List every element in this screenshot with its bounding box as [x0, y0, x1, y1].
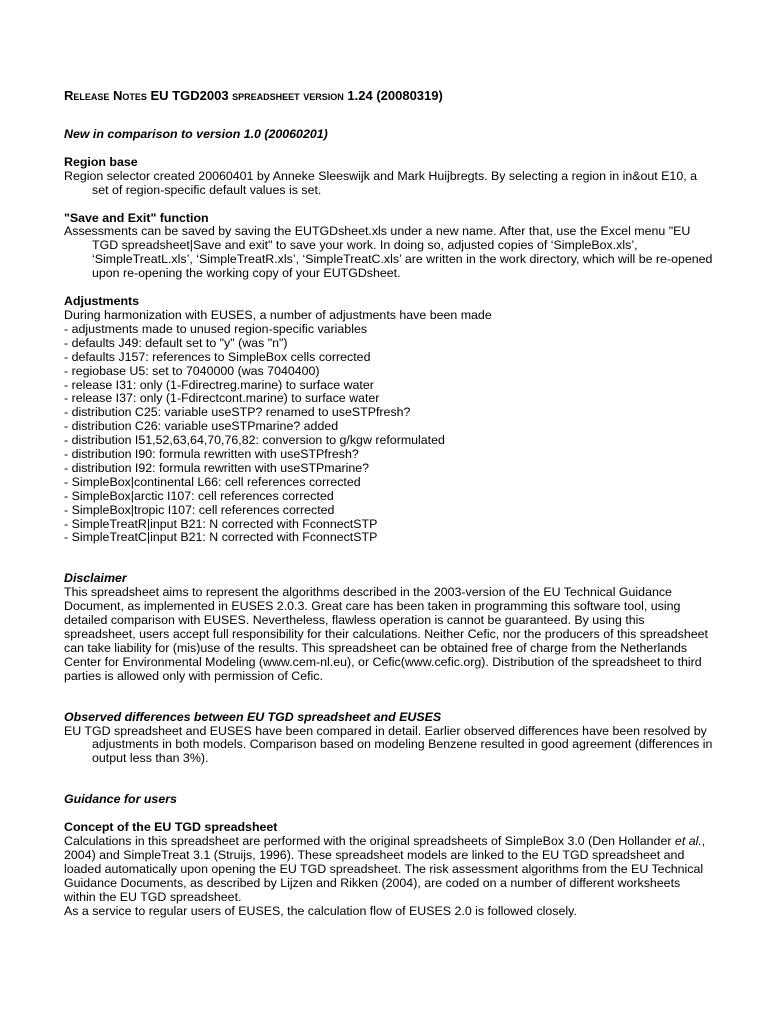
list-item: - SimpleBox|continental L66: cell references corrected [64, 474, 361, 489]
list-item: - SimpleBox|tropic I107: cell references corrected [64, 502, 335, 517]
list-item: - SimpleBox|arctic I107: cell references corrected [64, 488, 334, 503]
concept-text-2: As a service to regular users of EUSES, the calculation flow of EUSES 2.0 is followed closely. [64, 903, 577, 918]
adjustments-intro: During harmonization with EUSES, a number of adjustments have been made [64, 307, 492, 322]
list-item: - SimpleTreatR|input B21: N corrected with FconnectSTP [64, 516, 378, 531]
observed-differences-text: EU TGD spreadsheet and EUSES have been compared in detail. Earlier observed differences have been resolved by adjustments in both models. Comparison based on modeling Benzene resulted in good agreement (differences in output less than 3%). [64, 723, 713, 766]
concept-heading: Concept of the EU TGD spreadsheet [64, 820, 278, 835]
concept-text-post: , 2004) and SimpleTreat 3.1 (Struijs, 1996). These spreadsheet models are linked to the EU TGD spreadsheet and loaded automatically upon opening the EU TGD spreadsheet. The risk assessment algorithms from the EU Technical Guidance Documents, as described by Lijzen and Rikken (2004), are coded on a number of different worksheets within the EU TGD spreadsheet. [64, 834, 706, 904]
list-item: - distribution I92: formula rewritten with useSTPmarine? [64, 460, 370, 475]
observed-differences-heading: Observed differences between EU TGD spreadsheet and EUSES [64, 709, 442, 724]
list-item: - defaults J49: default set to "y" (was "n") [64, 335, 288, 350]
list-item: - regiobase U5: set to 7040000 (was 7040400) [64, 363, 320, 378]
list-item: - adjustments made to unused region-specific variables [64, 321, 368, 336]
guidance-heading: Guidance for users [64, 792, 177, 807]
disclaimer-heading: Disclaimer [64, 571, 127, 586]
concept-text-em: et al. [674, 834, 702, 849]
list-item: - release I31: only (1-Fdirectreg.marine) to surface water [64, 377, 374, 392]
adjustments-list [64, 323, 714, 546]
concept-text [64, 835, 714, 905]
list-item: - SimpleTreatC|input B21: N corrected with FconnectSTP [64, 530, 378, 545]
adjustments-heading: Adjustments [64, 294, 140, 309]
save-exit-text: Assessments can be saved by saving the EUTGDsheet.xls under a new name. After that, use the Excel menu "EU TGD spreadsheet|Save and exit" to save your work. In doing so, adjusted copies of ‘SimpleBox.xls’, ‘SimpleTreatL.xls’, ‘SimpleTreatR.xls’, ‘SimpleTreatC.xls’ are written in the work directory, which will be re-opened upon re-opening the working copy of your EUTGDsheet. [64, 224, 713, 281]
list-item: - distribution I51,52,63,64,70,76,82: conversion to g/kgw reformulated [64, 433, 445, 448]
concept-text-pre: Calculations in this spreadsheet are performed with the original spreadsheets of SimpleBox 3.0 (Den Hollander [64, 834, 675, 849]
list-item: - release I37: only (1-Fdirectcont.marine) to surface water [64, 391, 380, 406]
region-heading: Region base [64, 154, 138, 169]
list-item: - distribution C25: variable useSTP? renamed to useSTPfresh? [64, 405, 411, 420]
document-content [64, 89, 714, 919]
list-item: - defaults J157: references to SimpleBox cells corrected [64, 349, 371, 364]
list-item: - distribution I90: formula rewritten with useSTPfresh? [64, 447, 359, 462]
list-item: - distribution C26: variable useSTPmarine? added [64, 419, 339, 434]
region-text: Region selector created 20060401 by Anneke Sleeswijk and Mark Huijbregts. By selecting a region in in&out E10, a set of region-specific default values is set. [64, 168, 697, 197]
disclaimer-text: This spreadsheet aims to represent the algorithms described in the 2003-version of the EU Technical Guidance Document, as implemented in EUSES 2.0.3. Great care has been taken in programming this software tool, using detailed comparison with EUSES. Nevertheless, flawless operation is cannot be guaranteed. By using this spreadsheet, users accept full responsibility for their calculations. Neither Cefic, nor the producers of this spreadsheet can take liability for (mis)use of the results. This spreadsheet can be obtained free of charge from the Netherlands Center for Environmental Modeling (www.cem-nl.eu), or Cefic(www.cefic.org). Distribution of the spreadsheet to third parties is allowed only with permission of Cefic. [64, 585, 708, 683]
save-exit-heading: "Save and Exit" function [64, 210, 209, 225]
document-title: Release Notes EU TGD2003 spreadsheet version 1.24 (20080319) [64, 88, 443, 103]
new-section-heading: New in comparison to version 1.0 (20060201) [64, 126, 328, 141]
